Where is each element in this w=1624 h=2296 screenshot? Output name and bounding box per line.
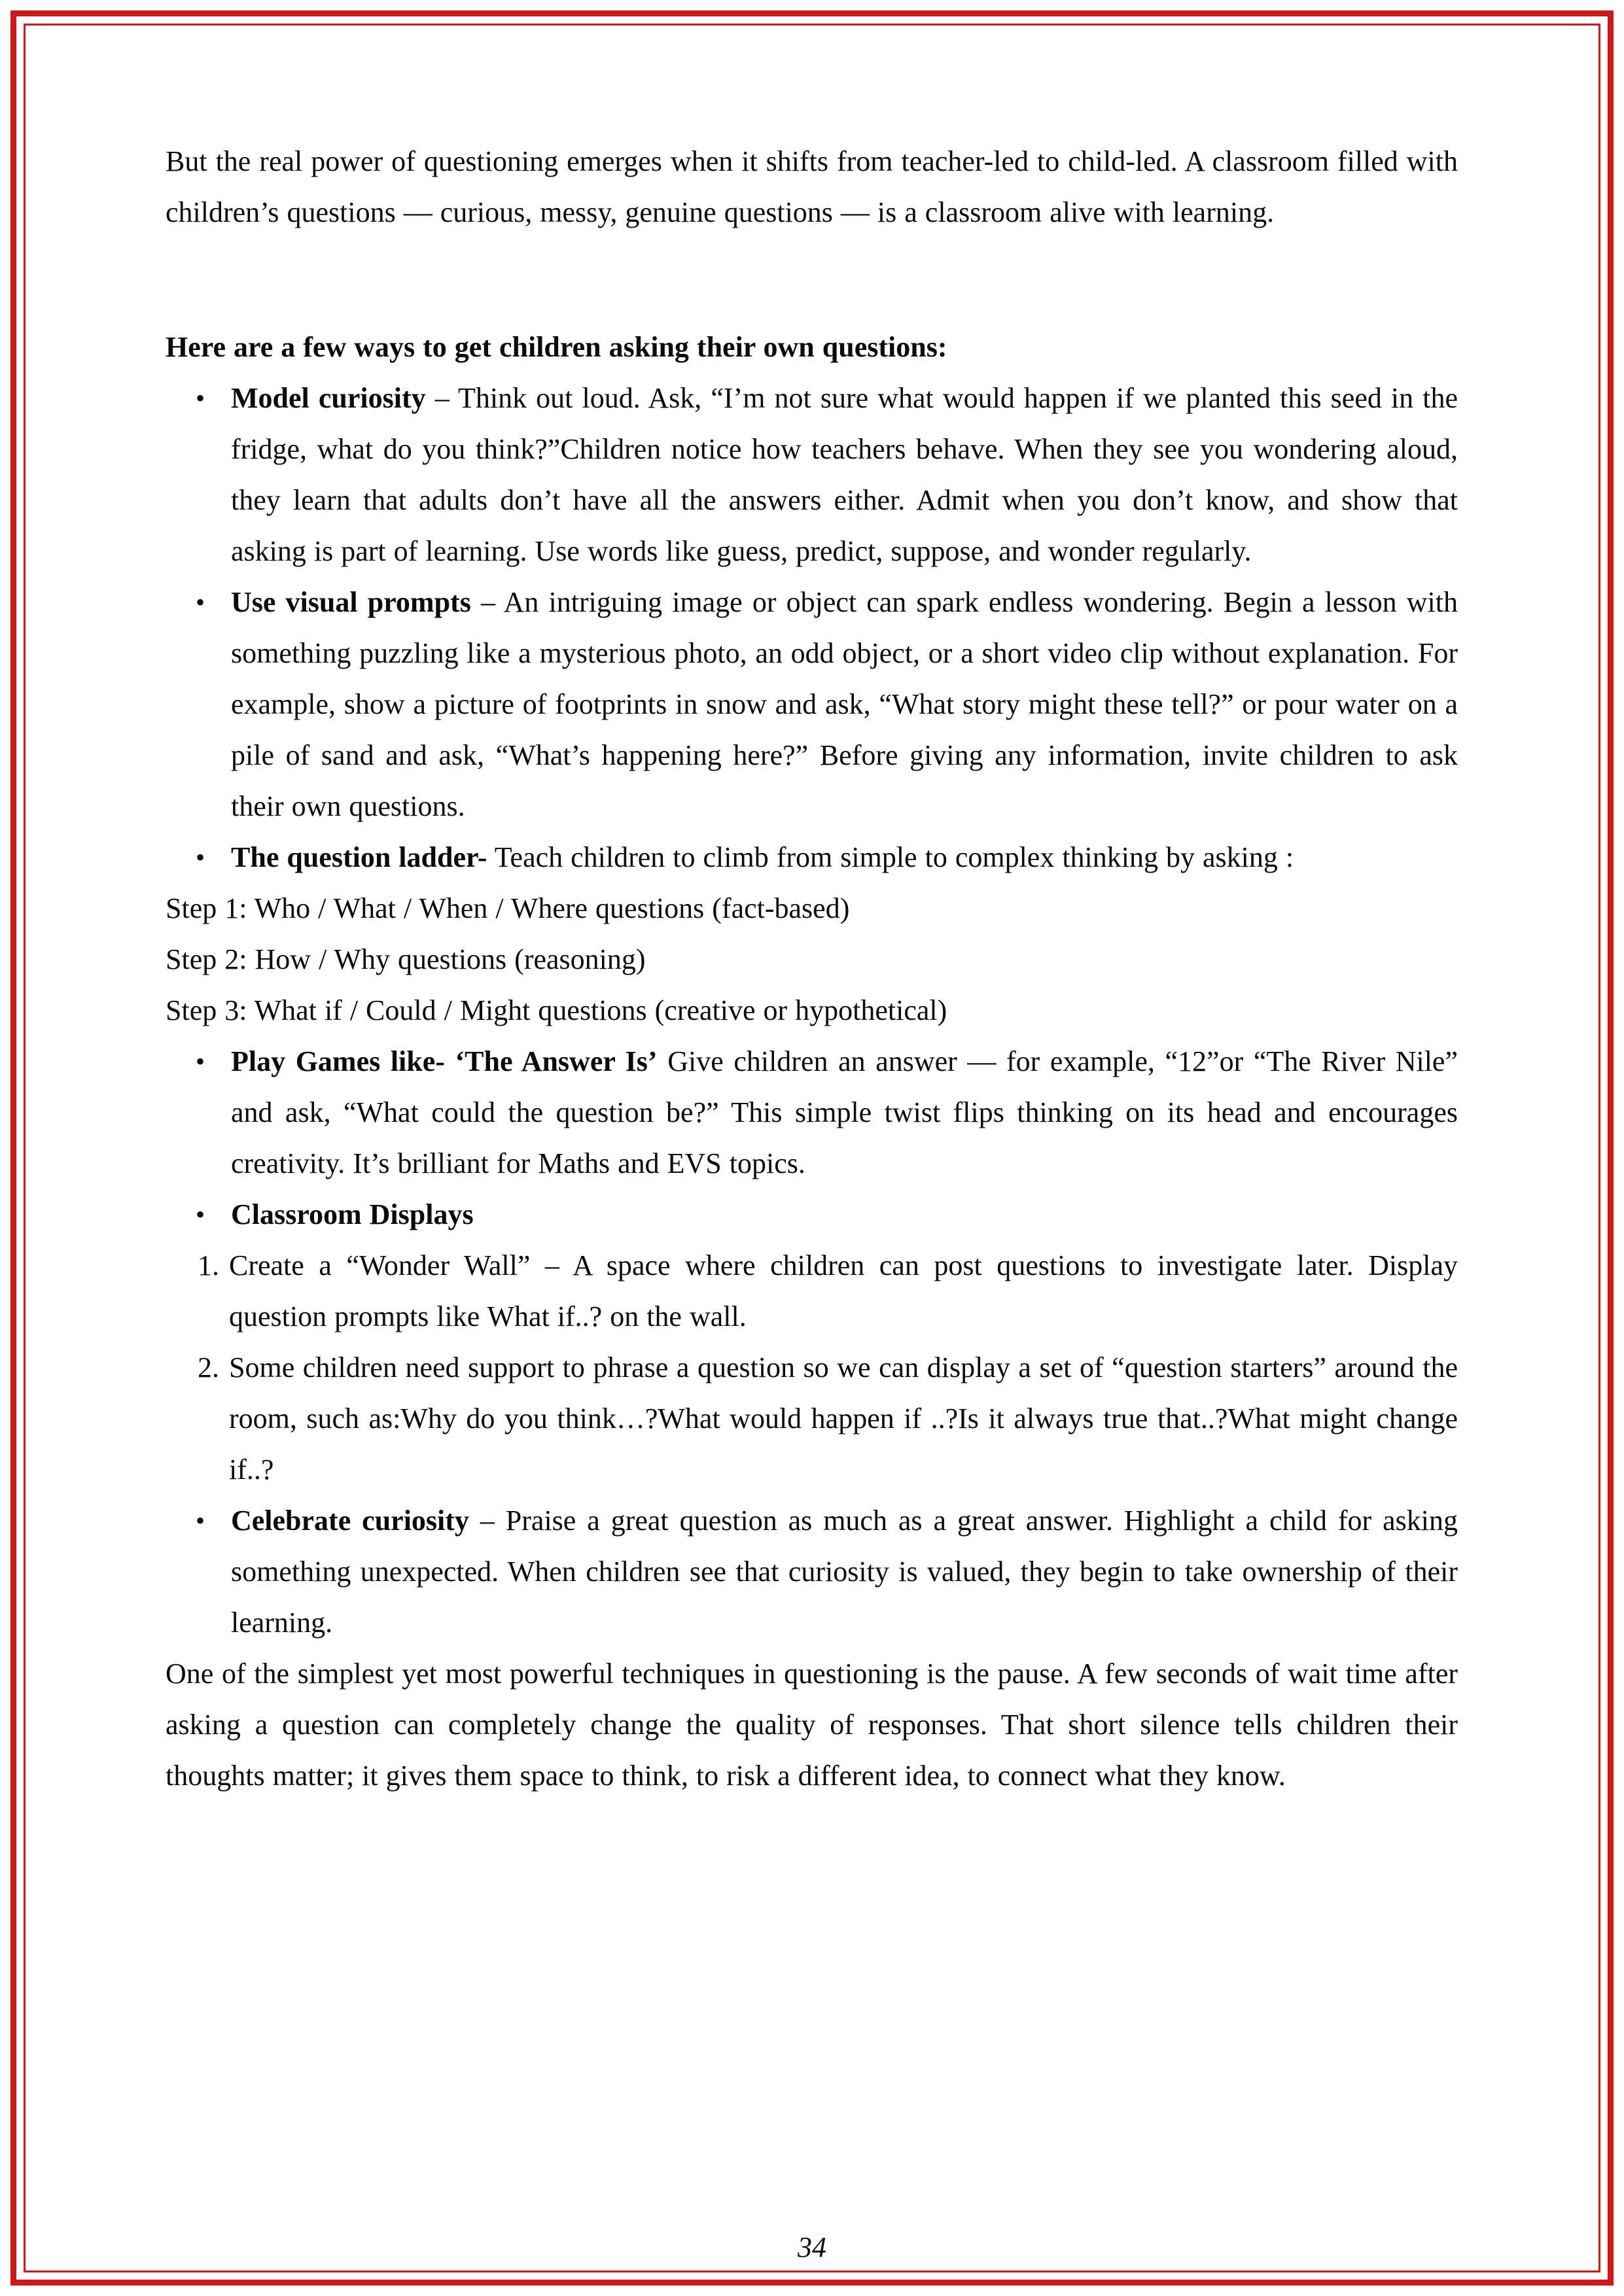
bullet-text: – Think out loud. Ask, “I’m not sure what would happen if we planted this seed in the fridge, what do you think?”Children notice how teachers behave. When they see you wondering aloud, they learn that adults don’t have all the answers either. Admit when you don’t know, and show that asking is part of learning. Use words like guess, predict, suppose, and wonder regularly. xyxy=(231,382,1458,567)
bullet-label: Use visual prompts xyxy=(231,586,471,618)
bullet-icon: • xyxy=(196,1506,205,1535)
step-line-1: Step 1: Who / What / When / Where questions (fact-based) xyxy=(166,892,850,924)
step-line-3: Step 3: What if / Could / Might questions (creative or hypothetical) xyxy=(166,994,947,1026)
closing-paragraph: One of the simplest yet most powerful techniques in questioning is the pause. A few seconds of wait time after asking a question can completely change the quality of responses. That short silence tells children their thoughts matter; it gives them space to think, to risk a different idea, to connect what they know. xyxy=(166,1658,1458,1792)
bullet-text: – Praise a great question as much as a great answer. Highlight a child for asking something unexpected. When children see that curiosity is valued, they begin to take ownership of their learning. xyxy=(231,1505,1458,1639)
bullet-text: Give children an answer — for example, “12”or “The River Nile” and ask, “What could the question be?” This simple twist flips thinking on its head and encourages creativity. It’s brilliant for Maths and EVS topics. xyxy=(231,1045,1458,1179)
bullet-text: Teach children to climb from simple to complex thinking by asking : xyxy=(487,841,1294,873)
page-content xyxy=(166,136,1458,1801)
bullet-label: Celebrate curiosity xyxy=(231,1505,469,1537)
bullet-icon: • xyxy=(196,587,205,617)
numbered-item-marker: 1. xyxy=(198,1249,219,1281)
numbered-item-text: Create a “Wonder Wall” – A space where children can post questions to investigate later. Display question prompts like What if..? on the wall. xyxy=(229,1249,1458,1332)
bullet-item-use-visual-prompts xyxy=(166,577,1458,832)
bullet-icon: • xyxy=(196,1200,205,1229)
page-number: 34 xyxy=(798,2231,826,2263)
bullet-label: Play Games like- ‘The Answer Is’ xyxy=(231,1045,658,1077)
numbered-item-question-starters xyxy=(166,1342,1458,1495)
bullet-label: Model curiosity xyxy=(231,382,426,414)
numbered-item-marker: 2. xyxy=(198,1351,219,1383)
bullet-item-play-games xyxy=(166,1036,1458,1189)
bullet-icon: • xyxy=(196,383,205,413)
numbered-item-text: Some children need support to phrase a question so we can display a set of “question starters” around the room, such as:Why do you think…?What would happen if ..?Is it always true that..?What might change if..? xyxy=(229,1351,1458,1486)
bullet-label: The question ladder- xyxy=(231,841,487,873)
bullet-label: Classroom Displays xyxy=(231,1198,474,1230)
bullet-item-model-curiosity xyxy=(166,373,1458,577)
numbered-item-wonder-wall xyxy=(166,1240,1458,1342)
step-line-2: Step 2: How / Why questions (reasoning) xyxy=(166,943,646,975)
bullet-item-celebrate-curiosity xyxy=(166,1495,1458,1648)
bullet-text: – An intriguing image or object can spark endless wondering. Begin a lesson with something puzzling like a mysterious photo, an odd object, or a short video clip without explanation. For example, show a picture of footprints in snow and ask, “What story might these tell?” or pour water on a pile of sand and ask, “What’s happening here?” Before giving any information, invite children to ask their own questions. xyxy=(231,586,1458,822)
bullet-item-classroom-displays xyxy=(166,1189,1458,1240)
bullet-icon: • xyxy=(196,843,205,872)
bullet-item-question-ladder xyxy=(166,832,1458,883)
section-heading: Here are a few ways to get children asking their own questions: xyxy=(166,331,947,363)
intro-paragraph: But the real power of questioning emerges when it shifts from teacher-led to child-led. A classroom filled with children’s questions — curious, messy, genuine questions — is a classroom alive with learning. xyxy=(166,145,1458,228)
bullet-icon: • xyxy=(196,1047,205,1076)
